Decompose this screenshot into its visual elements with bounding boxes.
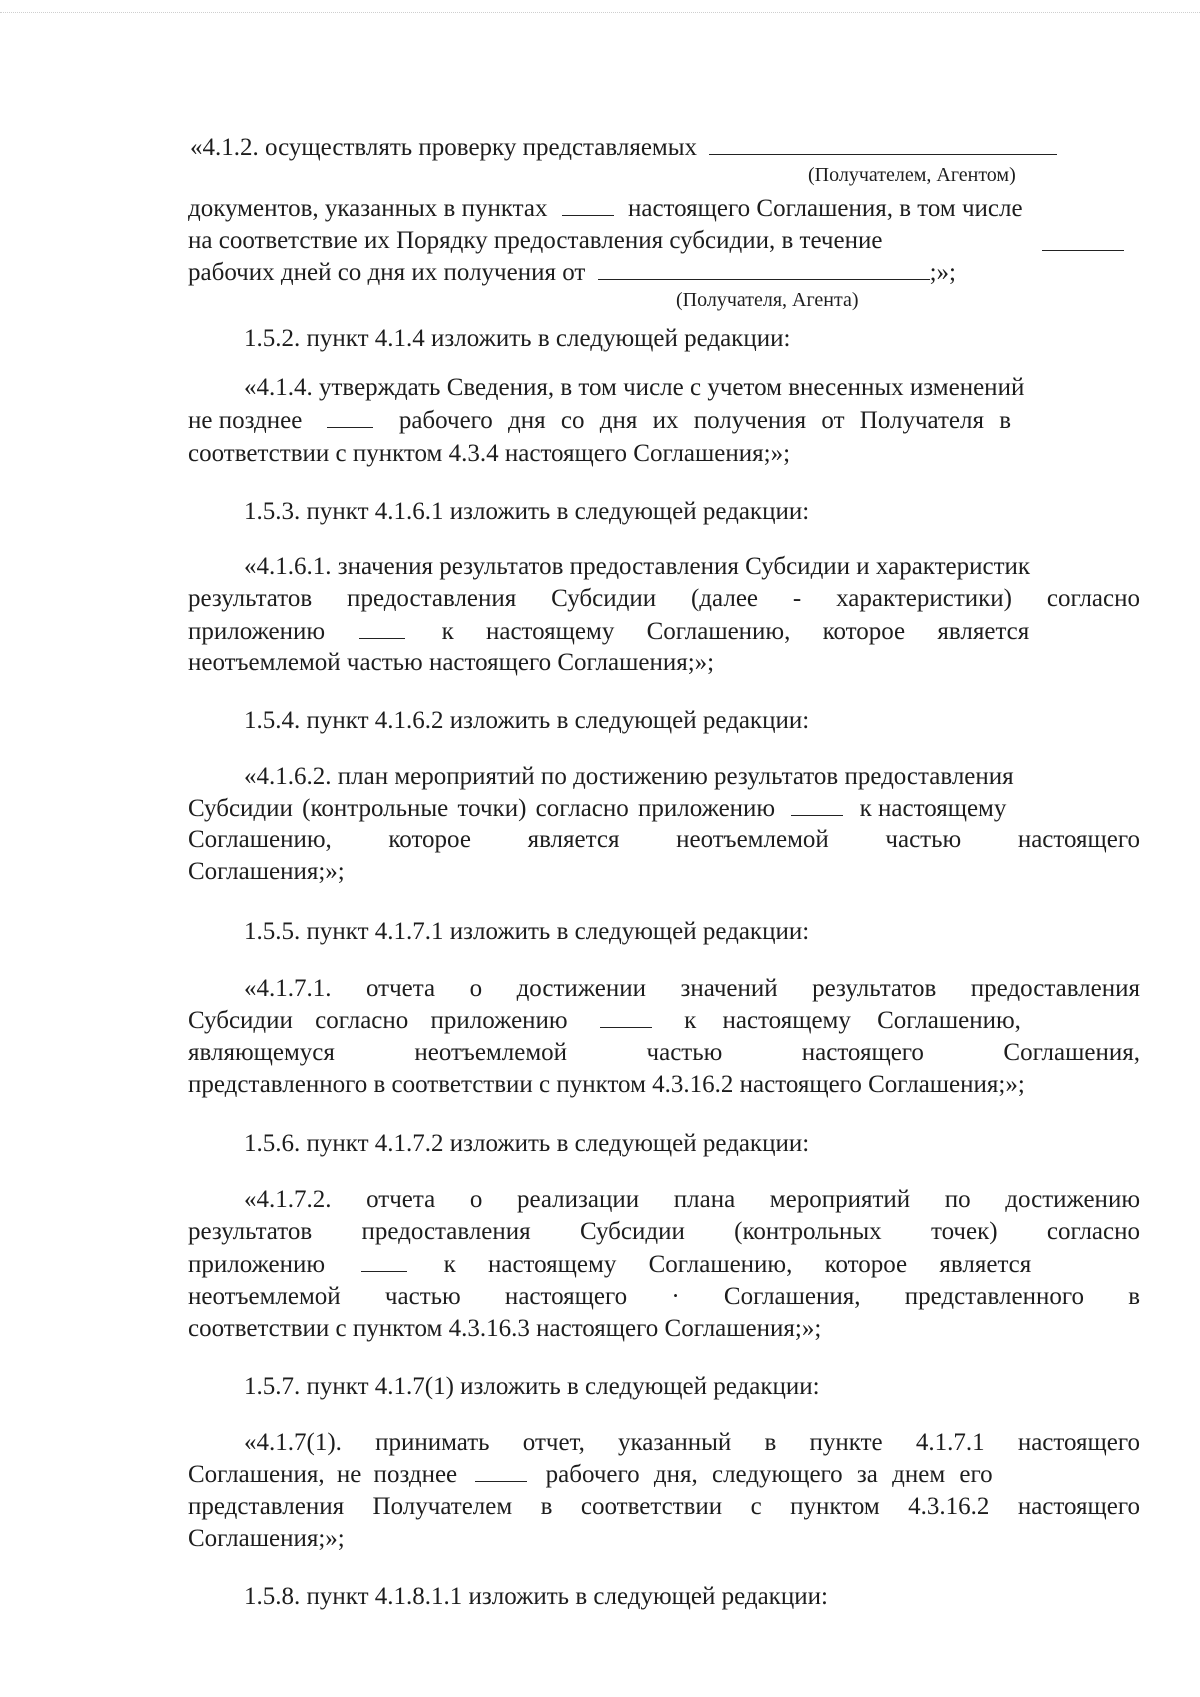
text: приложению	[188, 1251, 326, 1278]
text: не позднее	[188, 407, 303, 434]
blank-field	[361, 1251, 407, 1272]
blank-field	[359, 618, 405, 639]
blank-field	[475, 1461, 527, 1482]
field-caption: (Получателя, Агента)	[676, 289, 859, 311]
text: рабочего дня, следующего за днем его	[545, 1461, 993, 1488]
text-line: Соглашению, которое является неотъемлемой частью настоящего	[188, 826, 1140, 853]
text-line: соответствии с пунктом 4.3.4 настоящего Соглашения;»;	[188, 440, 791, 467]
page-top-edge	[0, 12, 1200, 13]
text-line	[188, 406, 1140, 436]
text-line	[188, 226, 1124, 256]
text-line: неотъемлемой частью настоящего Соглашения;»;	[188, 649, 715, 676]
text-line: «4.1.7(1). принимать отчет, указанный в пункте 4.1.7.1 настоящего	[244, 1429, 1140, 1456]
text: ;»;	[929, 259, 956, 286]
text-line	[188, 258, 956, 288]
text-line	[188, 794, 1140, 824]
text: Соглашения, не позднее	[188, 1461, 458, 1488]
text: рабочего дня со дня их получения от Получателя в	[398, 407, 1012, 434]
text-line: являющемуся неотъемлемой частью настоящего Соглашения,	[188, 1039, 1140, 1066]
text: Субсидии согласно приложению	[188, 1007, 568, 1034]
text-line: результатов предоставления Субсидии (контрольных точек) согласно	[188, 1218, 1140, 1245]
text-line	[188, 1460, 1140, 1490]
text-line: представления Получателем в соответствии с пунктом 4.3.16.2 настоящего	[188, 1493, 1140, 1520]
text: настоящего Соглашения, в том числе	[627, 195, 1023, 222]
text-line	[188, 1250, 1140, 1280]
text-line	[188, 617, 1140, 647]
text: «4.1.2. осуществлять проверку представляемых	[190, 134, 698, 161]
text: приложению	[188, 618, 326, 645]
blank-field	[709, 134, 1057, 155]
text: документов, указанных в пунктах	[188, 195, 548, 222]
section-heading: 1.5.2. пункт 4.1.4 изложить в следующей редакции:	[244, 325, 791, 352]
text-line: «4.1.7.2. отчета о реализации плана мероприятий по достижению	[244, 1186, 1140, 1213]
text-line: неотъемлемой частью настоящего · Соглашения, представленного в	[188, 1283, 1140, 1310]
blank-field	[327, 407, 373, 428]
text: к настоящему Соглашению, которое является	[441, 618, 1030, 645]
text-line: представленного в соответствии с пунктом 4.3.16.2 настоящего Соглашения;»;	[188, 1071, 1025, 1098]
section-heading: 1.5.8. пункт 4.1.8.1.1 изложить в следующей редакции:	[244, 1583, 828, 1610]
blank-field	[598, 259, 930, 280]
text-line: «4.1.6.1. значения результатов предоставления Субсидии и характеристик	[244, 553, 1031, 580]
blank-field	[1042, 230, 1124, 251]
text: Субсидии (контрольные точки) согласно приложению	[188, 795, 776, 822]
blank-field	[562, 195, 614, 216]
text: к настоящему Соглашению, которое является	[443, 1251, 1032, 1278]
field-caption: (Получателем, Агентом)	[808, 164, 1016, 186]
section-heading: 1.5.7. пункт 4.1.7(1) изложить в следующей редакции:	[244, 1373, 820, 1400]
text-line	[190, 133, 1057, 163]
text: к настоящему	[859, 795, 1007, 822]
text-line: «4.1.7.1. отчета о достижении значений результатов предоставления	[244, 975, 1140, 1002]
text: к настоящему Соглашению,	[684, 1007, 1021, 1034]
text-line: Соглашения;»;	[188, 858, 345, 885]
text: рабочих дней со дня их получения от	[188, 259, 586, 286]
text-line: «4.1.6.2. план мероприятий по достижению результатов предоставления	[244, 763, 1014, 790]
text-line: соответствии с пунктом 4.3.16.3 настоящего Соглашения;»;	[188, 1315, 822, 1342]
text-line	[188, 194, 1023, 224]
section-heading: 1.5.6. пункт 4.1.7.2 изложить в следующей редакции:	[244, 1130, 810, 1157]
section-heading: 1.5.4. пункт 4.1.6.2 изложить в следующей редакции:	[244, 707, 810, 734]
blank-field	[791, 795, 843, 816]
text: на соответствие их Порядку предоставления субсидии, в течение	[188, 227, 883, 254]
section-heading: 1.5.3. пункт 4.1.6.1 изложить в следующей редакции:	[244, 498, 810, 525]
text-line: Соглашения;»;	[188, 1525, 345, 1552]
text-line: результатов предоставления Субсидии (далее - характеристики) согласно	[188, 585, 1140, 612]
text-line: «4.1.4. утверждать Сведения, в том числе с учетом внесенных изменений	[244, 374, 1025, 401]
blank-field	[600, 1007, 652, 1028]
text-line	[188, 1006, 1140, 1036]
section-heading: 1.5.5. пункт 4.1.7.1 изложить в следующей редакции:	[244, 918, 810, 945]
